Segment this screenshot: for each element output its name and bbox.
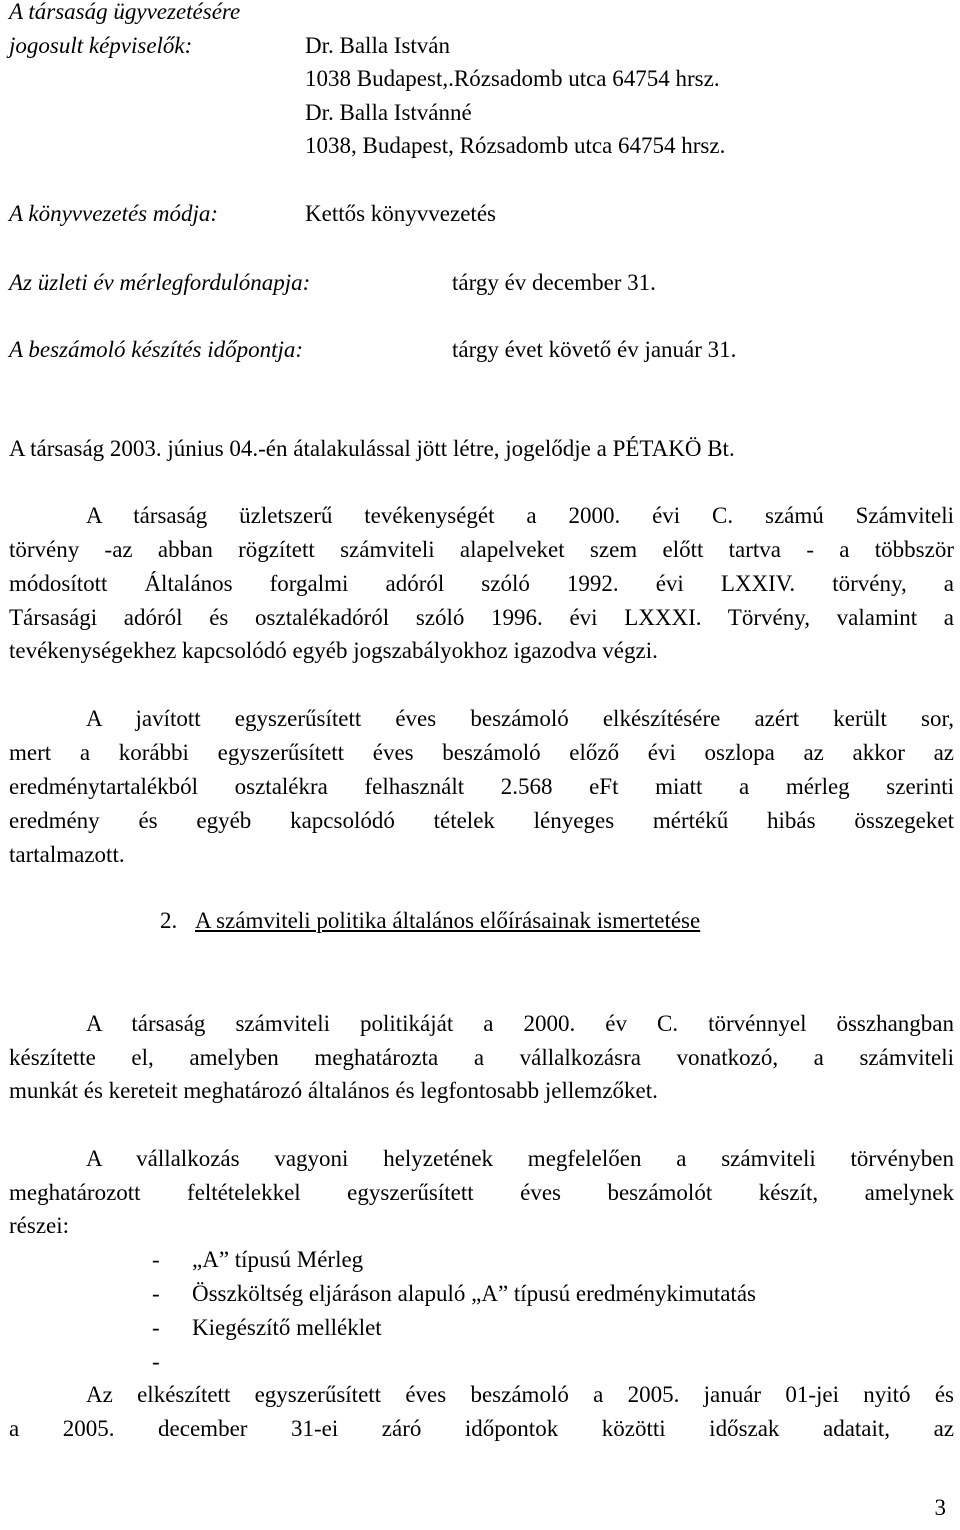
list-item: Kiegészítő melléklet <box>192 1315 382 1340</box>
representative-2-name: Dr. Balla Istvánné <box>305 100 472 125</box>
list-item-dash: - <box>152 1349 160 1374</box>
representative-1-name: Dr. Balla István <box>305 33 450 58</box>
list-item-dash: - <box>152 1315 160 1340</box>
paragraph-policy-line: munkát és kereteit meghatározó általános és legfontosabb jellemzőket. <box>9 1078 658 1103</box>
paragraph-activity-line: Társasági adóról és osztalékadóról szóló 1996. évi LXXXI. Törvény, valamint a <box>9 605 954 630</box>
paragraph-report-parts-line: A vállalkozás vagyoni helyzetének megfelelően a számviteli törvényben <box>86 1146 954 1171</box>
balance-day-label: Az üzleti év mérlegfordulónapja: <box>9 270 311 295</box>
paragraph-report-parts-line: részei: <box>9 1213 70 1238</box>
paragraph-activity-line: tevékenységekhez kapcsolódó egyéb jogszabályokhoz igazodva végzi. <box>9 638 658 663</box>
paragraph-correction-line: A javított egyszerűsített éves beszámoló elkészítésére azért került sor, <box>86 706 954 731</box>
list-item-dash: - <box>152 1247 160 1272</box>
section-title: A számviteli politika általános előírásainak ismertetése <box>195 908 701 933</box>
paragraph-correction-line: tartalmazott. <box>9 842 125 867</box>
paragraph-activity-line: módosított Általános forgalmi adóról szóló 1992. évi LXXIV. törvény, a <box>9 571 954 596</box>
representatives-label-line-2: jogosult képviselők: <box>9 33 193 58</box>
list-item-dash: - <box>152 1281 160 1306</box>
list-item: Összköltség eljáráson alapuló „A” típusú eredménykimutatás <box>192 1281 756 1306</box>
paragraph-policy-line: készítette el, amelyben meghatározta a vállalkozásra vonatkozó, a számviteli <box>9 1045 954 1070</box>
report-date-label: A beszámoló készítés időpontja: <box>9 337 304 362</box>
paragraph-correction-line: eredménytartalékból osztalékra felhasznált 2.568 eFt miatt a mérleg szerinti <box>9 774 954 799</box>
paragraph-correction-line: mert a korábbi egyszerűsített éves beszámoló előző évi oszlopa az akkor az <box>9 740 954 765</box>
balance-day-value: tárgy év december 31. <box>452 270 656 295</box>
section-number: 2. <box>160 908 178 933</box>
representatives-label-line-1: A társaság ügyvezetésére <box>9 0 241 24</box>
paragraph-activity-line: A társaság üzletszerű tevékenységét a 2000. évi C. számú Számviteli <box>86 503 954 528</box>
list-item: „A” típusú Mérleg <box>192 1247 364 1272</box>
bookkeeping-label: A könyvvezetés módja: <box>9 201 219 226</box>
paragraph-report-parts-line: meghatározott feltételekkel egyszerűsített éves beszámolót készít, amelynek <box>9 1180 954 1205</box>
representative-2-address: 1038, Budapest, Rózsadomb utca 64754 hrsz. <box>305 133 726 158</box>
page-number: 3 <box>934 1495 946 1520</box>
paragraph-correction-line: eredmény és egyéb kapcsolódó tételek lényeges mértékű hibás összegeket <box>9 808 954 833</box>
paragraph-policy-line: A társaság számviteli politikáját a 2000. év C. törvénnyel összhangban <box>86 1011 954 1036</box>
paragraph-activity-line: törvény -az abban rögzített számviteli alapelveket szem előtt tartva - a többször <box>9 537 954 562</box>
paragraph-period-line: Az elkészített egyszerűsített éves beszámoló a 2005. január 01-jei nyitó és <box>86 1382 954 1407</box>
company-origin-sentence: A társaság 2003. június 04.-én átalakulással jött létre, jogelődje a PÉTAKÖ Bt. <box>9 436 735 461</box>
bookkeeping-value: Kettős könyvvezetés <box>305 201 496 226</box>
report-date-value: tárgy évet követő év január 31. <box>452 337 737 362</box>
paragraph-period-line: a 2005. december 31-ei záró időpontok közötti időszak adatait, az <box>9 1416 954 1441</box>
representative-1-address: 1038 Budapest,.Rózsadomb utca 64754 hrsz. <box>305 66 720 91</box>
